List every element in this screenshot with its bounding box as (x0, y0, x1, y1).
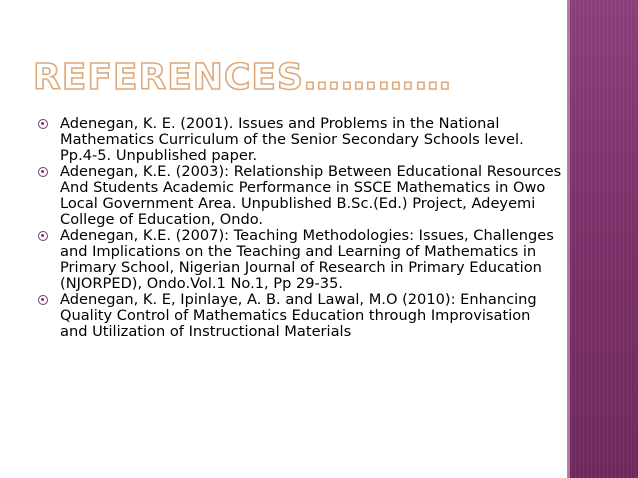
circle-bullet-icon (38, 231, 48, 241)
circle-bullet-icon (38, 167, 48, 177)
decorative-side-bar (567, 0, 638, 478)
reference-item (38, 292, 562, 340)
reference-item (38, 164, 562, 228)
reference-item (38, 116, 562, 164)
slide-title: REFERENCES………… (33, 57, 452, 98)
circle-bullet-icon (38, 295, 48, 305)
reference-text: Adenegan, K. E. (2001). Issues and Problems in the National Mathematics Curriculum of the Senior Secondary Schools level. Pp.4-5. Unpublished paper. (60, 115, 524, 164)
circle-bullet-icon (38, 119, 48, 129)
reference-text: Adenegan, K.E. (2007): Teaching Methodologies: Issues, Challenges and Implications on the Teaching and Learning of Mathematics in Primary School, Nigerian Journal of Research in Primary Education (NJORPED), Ondo.Vol.1 No.1, Pp 29-35. (60, 227, 554, 292)
reference-text: Adenegan, K.E. (2003): Relationship Between Educational Resources And Students Academic Performance in SSCE Mathematics in Owo Local Government Area. Unpublished B.Sc.(Ed.) Project, Adeyemi College of Education, Ondo. (60, 163, 562, 228)
reference-list (38, 116, 562, 340)
reference-text: Adenegan, K. E, Ipinlaye, A. B. and Lawal, M.O (2010): Enhancing Quality Control of Mathematics Education through Improvisation and Utilization of Instructional Materials (60, 291, 537, 340)
reference-item (38, 228, 562, 292)
